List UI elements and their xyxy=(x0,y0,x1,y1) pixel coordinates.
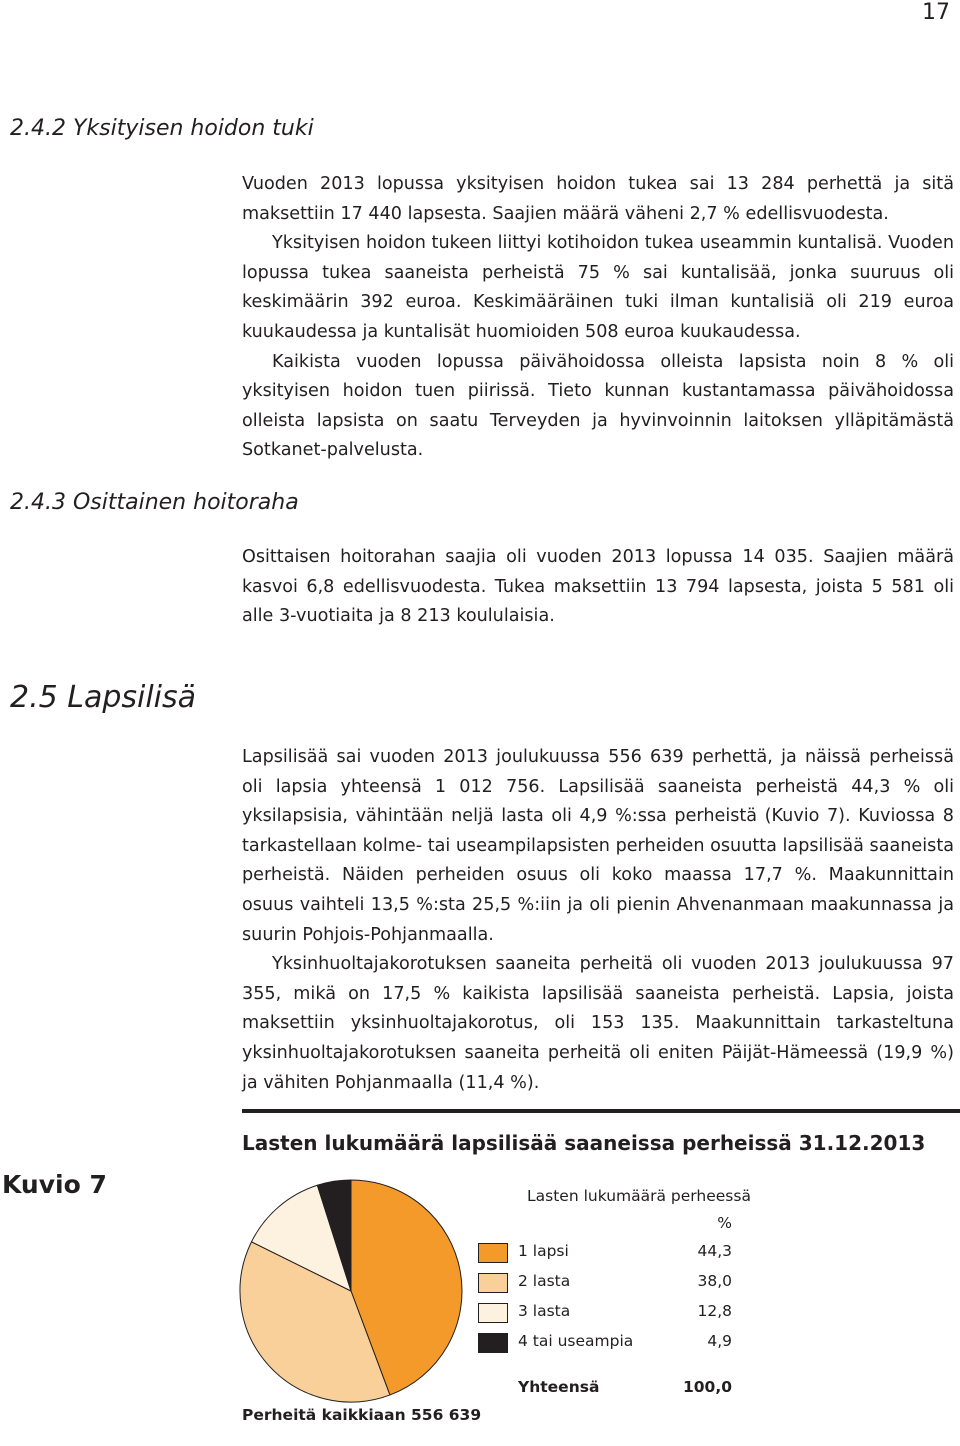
legend-row xyxy=(478,1303,738,1325)
legend-value: 4,9 xyxy=(707,1332,732,1350)
private-care-text xyxy=(242,170,954,466)
page-number: 17 xyxy=(922,0,950,25)
figure-label: Kuvio 7 xyxy=(2,1170,107,1199)
paragraph: Yksityisen hoidon tukeen liittyi kotihoidon tukea useammin kuntalisä. Vuoden lopussa tukea saaneista perheistä 75 % sai kuntalisää, jonka suuruus oli keskimäärin 392 euroa. Keskimääräinen tuki ilman kuntalisiä oli 219 euroa kuukaudessa ja kuntalisät huomioiden 508 euroa kuukaudessa. xyxy=(242,233,954,342)
legend-swatch xyxy=(478,1303,508,1323)
legend-label: 2 lasta xyxy=(518,1272,571,1290)
legend-row xyxy=(478,1243,738,1265)
pie-chart xyxy=(238,1178,464,1404)
total-value: 100,0 xyxy=(682,1378,732,1396)
legend-swatch xyxy=(478,1243,508,1263)
legend-label: 4 tai useampia xyxy=(518,1332,634,1350)
legend-title: Lasten lukumäärä perheessä xyxy=(527,1187,751,1205)
legend-value: 44,3 xyxy=(697,1242,732,1260)
legend-value: 38,0 xyxy=(697,1272,732,1290)
paragraph: Lapsilisää sai vuoden 2013 joulukuussa 556 639 perhettä, ja näissä perheissä oli lapsia yhteensä 1 012 756. Lapsilisää saaneista perheistä 44,3 % oli yksilapsisia, vähintään neljä lasta oli 4,9 %:ssa perheistä (Kuvio 7). Kuviossa 8 tarkastellaan kolme- tai useampilapsisten perheiden osuutta lapsilisää saaneista perheistä. Näiden perheiden osuus oli koko maassa 17,7 %. Maakunnittain osuus vaihteli 13,5 %:sta 25,5 %:iin ja oli pienin Ahvenanmaan maakunnassa ja suurin Pohjois-Pohjanmaalla. xyxy=(242,747,954,945)
legend-unit: % xyxy=(717,1214,732,1232)
legend-label: 1 lapsi xyxy=(518,1242,569,1260)
child-benefit-text xyxy=(242,743,954,1098)
figure-title: Lasten lukumäärä lapsilisää saaneissa perheissä 31.12.2013 xyxy=(242,1131,926,1155)
section-heading-partial-allowance: 2.4.3 Osittainen hoitoraha xyxy=(10,490,299,515)
paragraph: Osittaisen hoitorahan saajia oli vuoden 2013 lopussa 14 035. Saajien määrä kasvoi 6,8 edellisvuodesta. Tukea maksettiin 13 794 lapsesta, joista 5 581 oli alle 3-vuotiaita ja 8 213 koululaisia. xyxy=(242,547,954,627)
section-heading-child-benefit: 2.5 Lapsilisä xyxy=(10,680,197,715)
figure-top-rule xyxy=(242,1109,960,1113)
paragraph: Yksinhuoltajakorotuksen saaneita perheitä oli vuoden 2013 joulukuussa 97 355, mikä on 17,5 % kaikista lapsilisää saaneista perheistä. Lapsia, joista maksettiin yksinhuoltajakorotus, oli 153 135. Maakunnittain tarkasteltuna yksinhuoltajakorotuksen saaneita perheitä oli eniten Päijät-Hämeessä (19,9 %) ja vähiten Pohjanmaalla (11,4 %). xyxy=(242,954,954,1093)
legend-row xyxy=(478,1333,738,1355)
families-note: Perheitä kaikkiaan 556 639 xyxy=(242,1406,482,1424)
partial-allowance-text xyxy=(242,543,954,632)
legend-value: 12,8 xyxy=(697,1302,732,1320)
total-label: Yhteensä xyxy=(518,1378,600,1396)
section-heading-private-care: 2.4.2 Yksityisen hoidon tuki xyxy=(10,116,314,141)
legend-swatch xyxy=(478,1333,508,1353)
legend-label: 3 lasta xyxy=(518,1302,571,1320)
legend-swatch xyxy=(478,1273,508,1293)
legend-row xyxy=(478,1273,738,1295)
paragraph: Vuoden 2013 lopussa yksityisen hoidon tukea sai 13 284 perhettä ja sitä maksettiin 17 440 lapsesta. Saajien määrä väheni 2,7 % edellisvuodesta. xyxy=(242,174,954,224)
paragraph: Kaikista vuoden lopussa päivähoidossa olleista lapsista noin 8 % oli yksityisen hoidon tuen piirissä. Tieto kunnan kustantamassa päivähoidossa olleista lapsista on saatu Terveyden ja hyvinvoinnin laitoksen ylläpitämästä Sotkanet-palvelusta. xyxy=(242,351,954,461)
